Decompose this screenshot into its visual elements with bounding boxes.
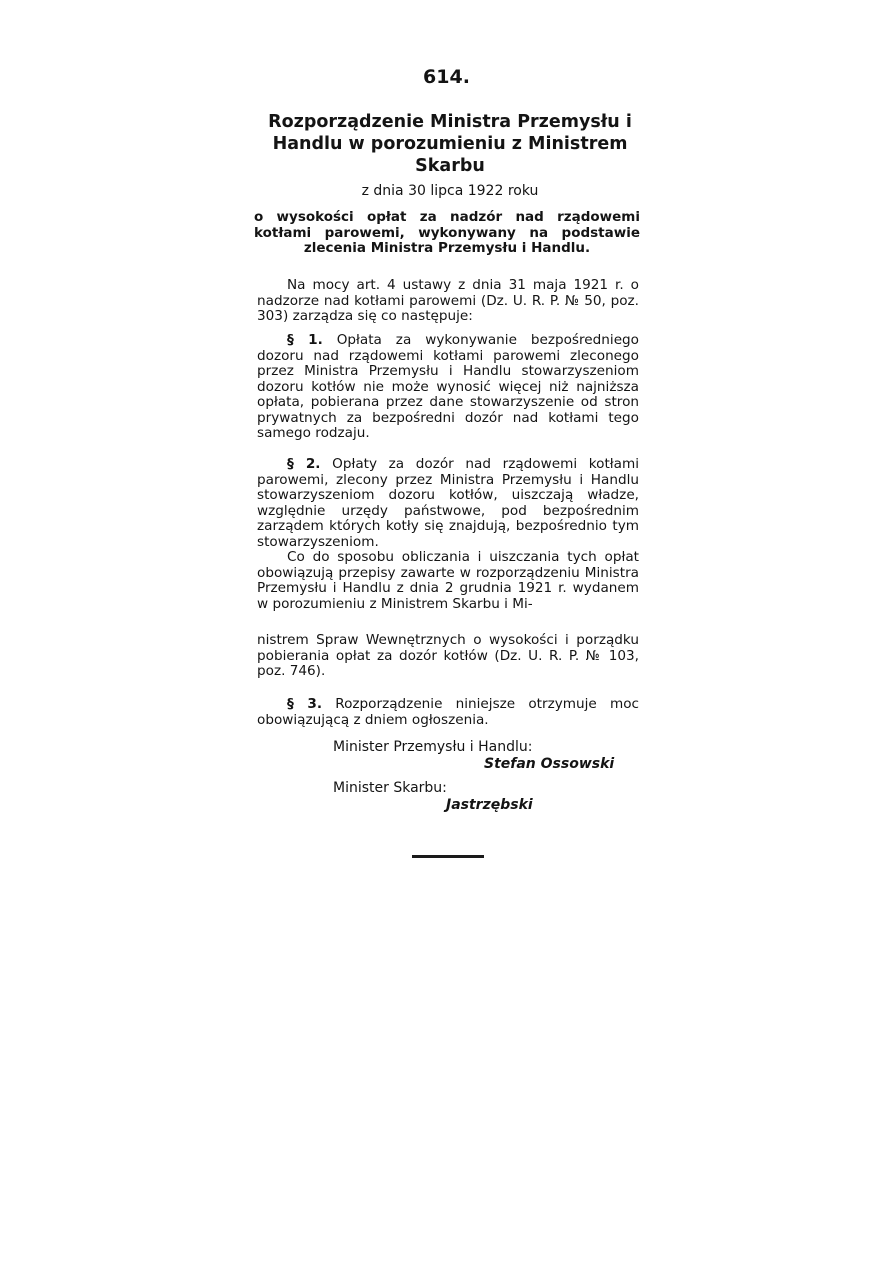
section-2-paragraph — [257, 457, 639, 550]
section-2-text: Opłaty za dozór nad rządowemi kotłami parowemi, zlecony przez Ministra Przemysłu i Handlu stowarzyszeniom dozoru kotłów, uiszczają władze, względnie urzędy państwowe, pod bezpośrednim zarządem których kotły się znajdują, bezpośrednio tym stowarzyszeniom. — [257, 456, 639, 550]
section-2-paragraph-2: Co do sposobu obliczania i uiszczania tych opłat obowiązują przepisy zawarte w rozporządzeniu Ministra Przemysłu i Handlu z dnia 2 grudnia 1921 r. wydanem w porozumieniu z Ministrem Skarbu i Mi- — [257, 549, 639, 612]
section-2 — [257, 457, 639, 612]
document-subject: o wysokości opłat za nadzór nad rządowemi kotłami parowemi, wykonywany na podstawie zlecenia Ministra Przemysłu i Handlu. — [254, 209, 640, 256]
section-2-label: § 2. — [287, 456, 321, 472]
section-2-continuation-text: nistrem Spraw Wewnętrznych o wysokości i porządku pobierania opłat za dozór kotłów (Dz. U. R. P. № 103, poz. 746). — [257, 632, 639, 679]
preamble-text: Na mocy art. 4 ustawy z dnia 31 maja 1921 r. o nadzorze nad kotłami parowemi (Dz. U. R. P. № 50, poz. 303) zarządza się co następuje: — [257, 277, 639, 324]
document-date: z dnia 30 lipca 1922 roku — [361, 183, 539, 199]
section-3-label: § 3. — [287, 696, 323, 712]
closing-rule — [412, 855, 484, 858]
signature-1-name: Stefan Ossowski — [484, 756, 615, 772]
document-title: Rozporządzenie Ministra Przemysłu i Handlu w porozumieniu z Ministrem Skarbu — [268, 112, 632, 176]
signature-2-role: Minister Skarbu: — [333, 780, 447, 796]
section-3-text: Rozporządzenie niniejsze otrzymuje moc obowiązującą z dniem ogłoszenia. — [257, 696, 640, 728]
section-1-label: § 1. — [287, 332, 323, 348]
signature-1-role: Minister Przemysłu i Handlu: — [333, 739, 533, 755]
page-number: 614. — [423, 66, 470, 88]
section-1-paragraph — [257, 333, 639, 442]
section-3-paragraph — [257, 697, 639, 728]
section-3 — [257, 697, 639, 728]
preamble — [257, 278, 639, 325]
signature-2-name: Jastrzębski — [446, 797, 533, 813]
section-1 — [257, 333, 639, 442]
section-2-continuation — [257, 633, 639, 680]
section-1-text: Opłata za wykonywanie bezpośredniego dozoru nad rządowemi kotłami parowemi zleconego przez Ministra Przemysłu i Handlu stowarzyszeniom dozoru kotłów nie może wynosić więcej niż najniższa opłata, pobierana przez dane stowarzyszenie od stron prywatnych za bezpośredni dozór nad kotłami tego samego rodzaju. — [257, 332, 640, 441]
